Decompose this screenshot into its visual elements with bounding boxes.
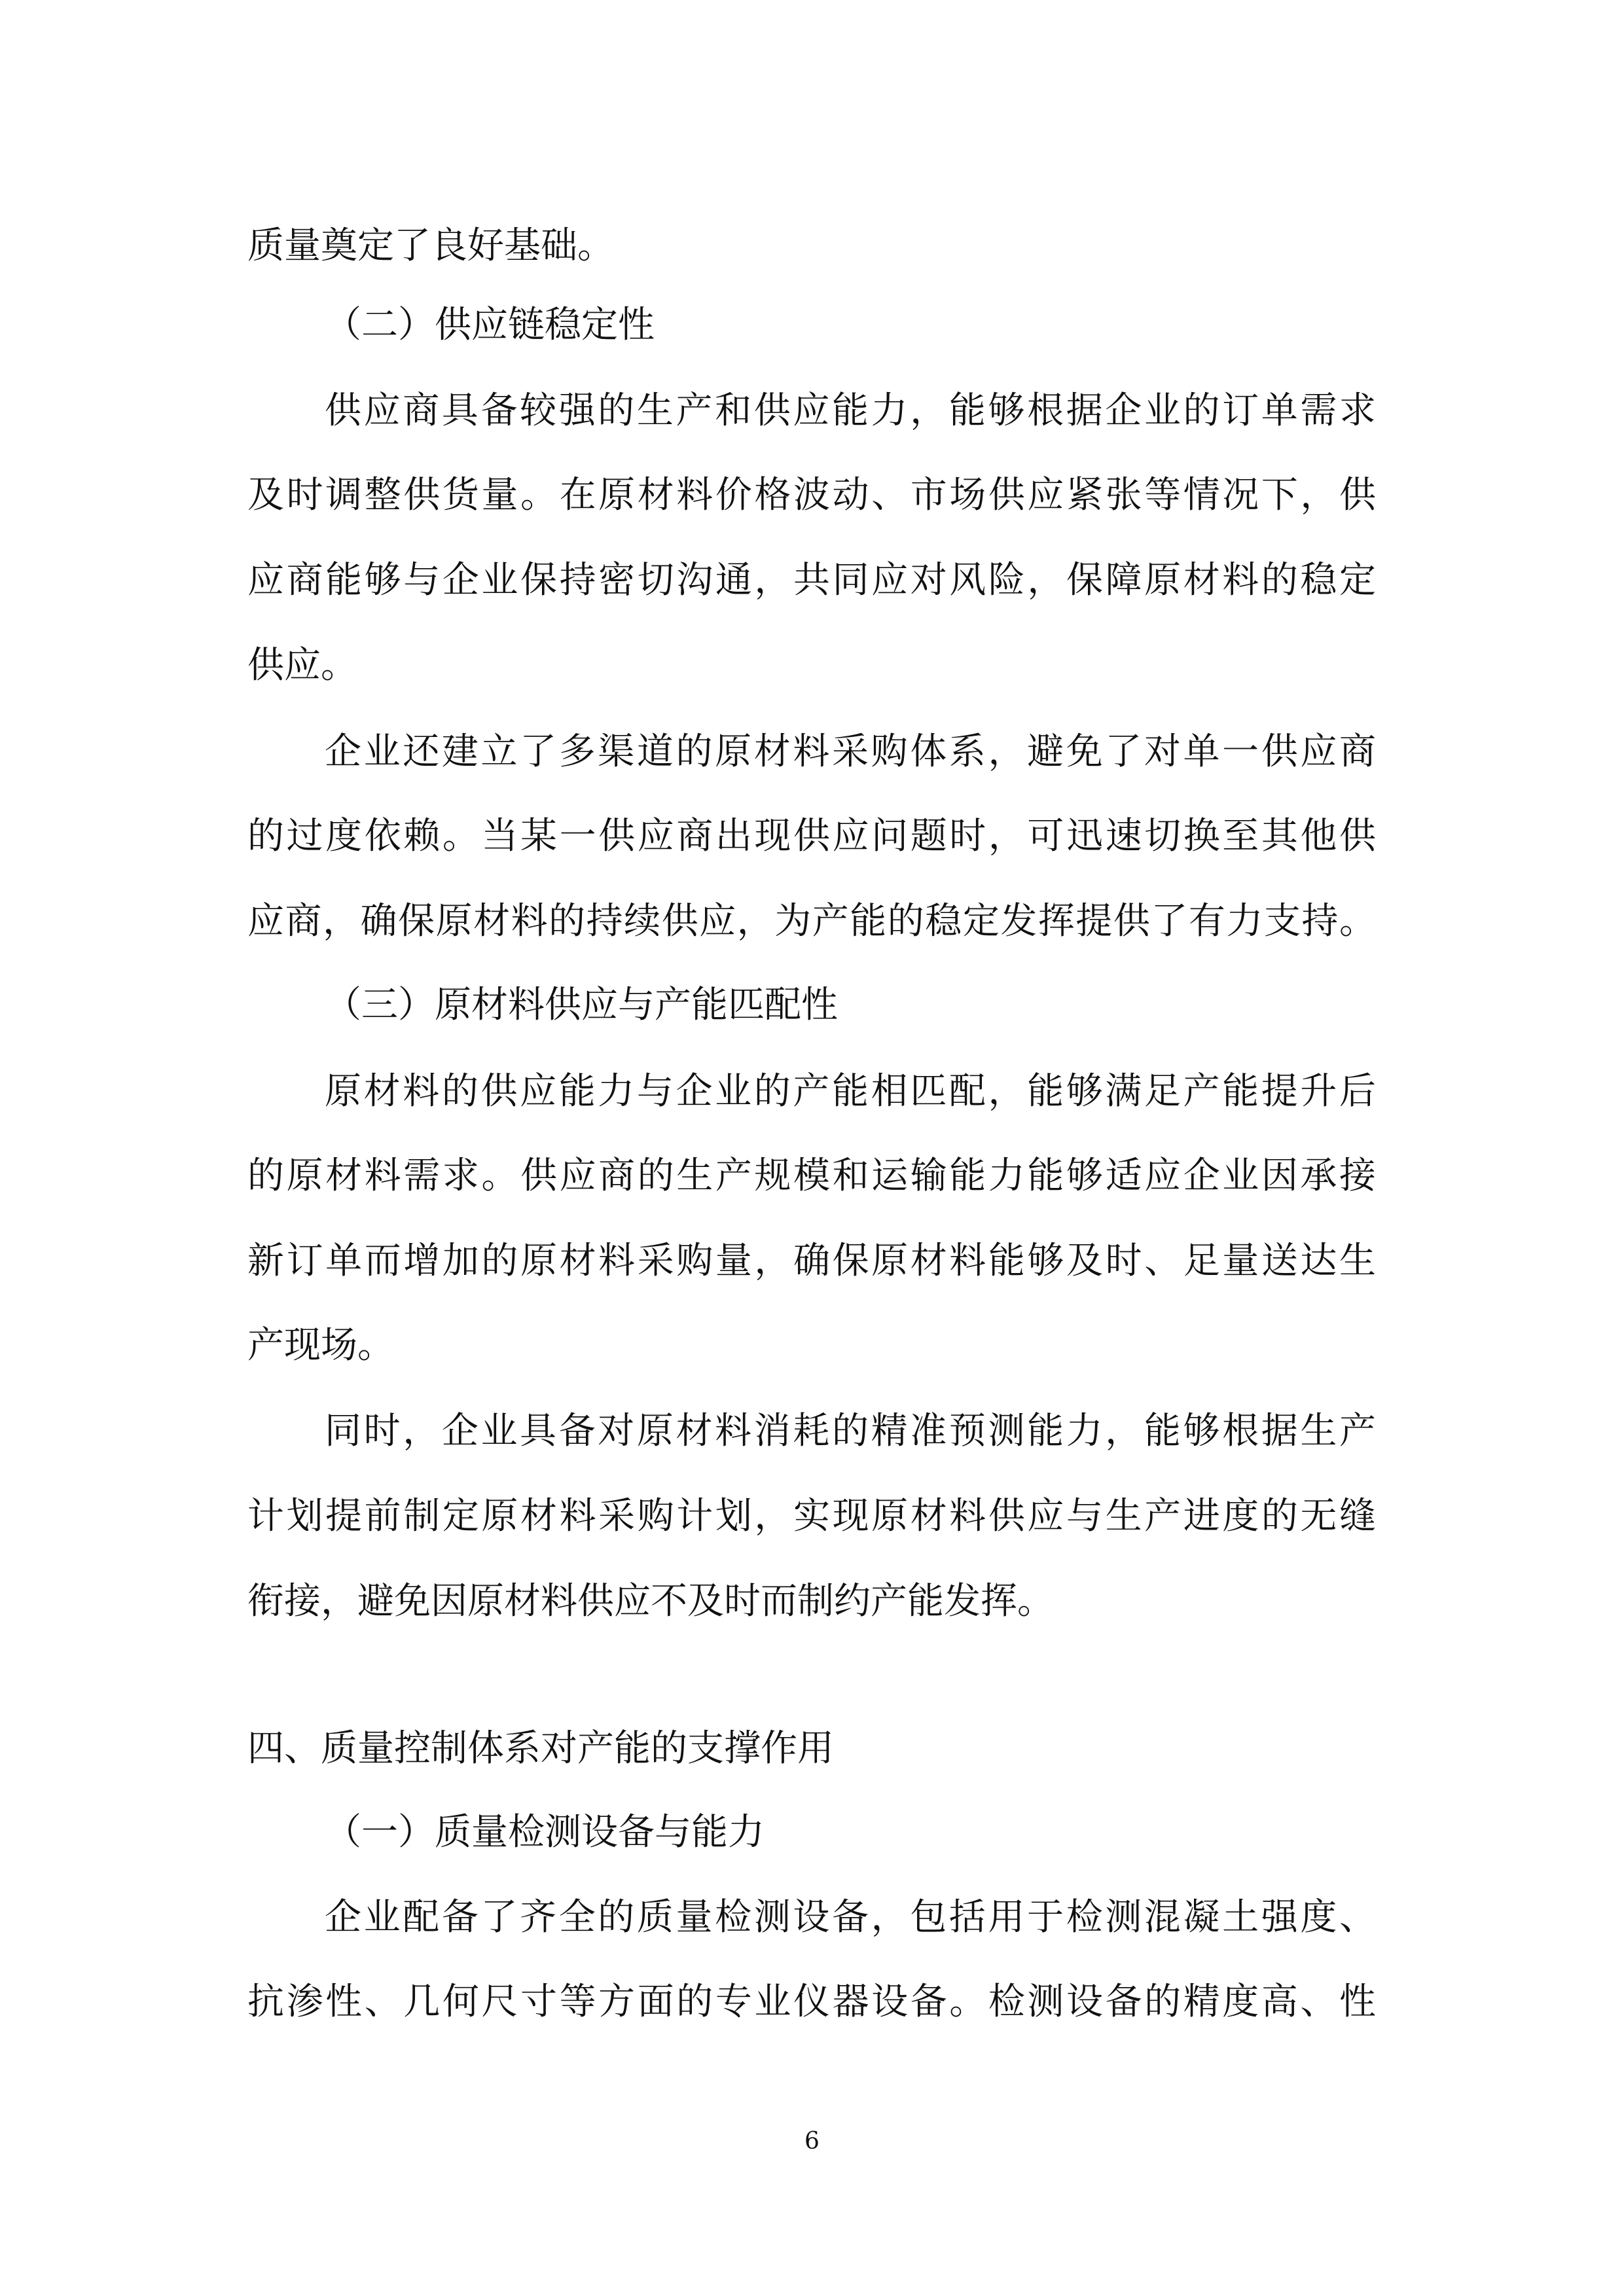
paragraph-line: 同时，企业具备对原材料消耗的精准预测能力，能够根据生产 [325,1410,1376,1452]
paragraph-line: 应商，确保原材料的持续供应，为产能的稳定发挥提供了有力支持。 [247,901,1376,942]
section-heading-material-capacity-match: （三）原材料供应与产能匹配性 [325,984,838,1026]
chapter-heading-quality-control: 四、质量控制体系对产能的支撑作用 [247,1728,834,1770]
paragraph-line: 应商能够与企业保持密切沟通，共同应对风险，保障原材料的稳定 [247,560,1376,601]
paragraph-line: 新订单而增加的原材料采购量，确保原材料能够及时、足量送达生 [247,1240,1376,1282]
paragraph-line-continuation: 质量奠定了良好基础。 [247,225,614,267]
paragraph-line: 抗渗性、几何尺寸等方面的专业仪器设备。检测设备的精度高、性 [247,1981,1376,2023]
section-heading-quality-testing: （一）质量检测设备与能力 [325,1812,765,1854]
paragraph-line: 计划提前制定原材料采购计划，实现原材料供应与生产进度的无缝 [247,1496,1376,1537]
paragraph-line: 企业配备了齐全的质量检测设备，包括用于检测混凝土强度、 [325,1897,1376,1939]
paragraph-line: 的原材料需求。供应商的生产规模和运输能力能够适应企业因承接 [247,1155,1376,1197]
paragraph-line: 原材料的供应能力与企业的产能相匹配，能够满足产能提升后 [325,1071,1376,1113]
section-heading-supply-chain-stability: （二）供应链稳定性 [325,304,655,346]
paragraph-line: 衔接，避免因原材料供应不及时而制约产能发挥。 [247,1581,1054,1623]
paragraph-line: 供应。 [247,645,357,687]
page-number: 6 [804,2128,820,2155]
paragraph-line: 供应商具备较强的生产和供应能力，能够根据企业的订单需求 [325,390,1376,432]
paragraph-line: 的过度依赖。当某一供应商出现供应问题时，可迅速切换至其他供 [247,816,1376,857]
paragraph-line: 企业还建立了多渠道的原材料采购体系，避免了对单一供应商 [325,731,1376,773]
paragraph-line: 产现场。 [247,1325,394,1367]
paragraph-line: 及时调整供货量。在原材料价格波动、市场供应紧张等情况下，供 [247,475,1376,516]
